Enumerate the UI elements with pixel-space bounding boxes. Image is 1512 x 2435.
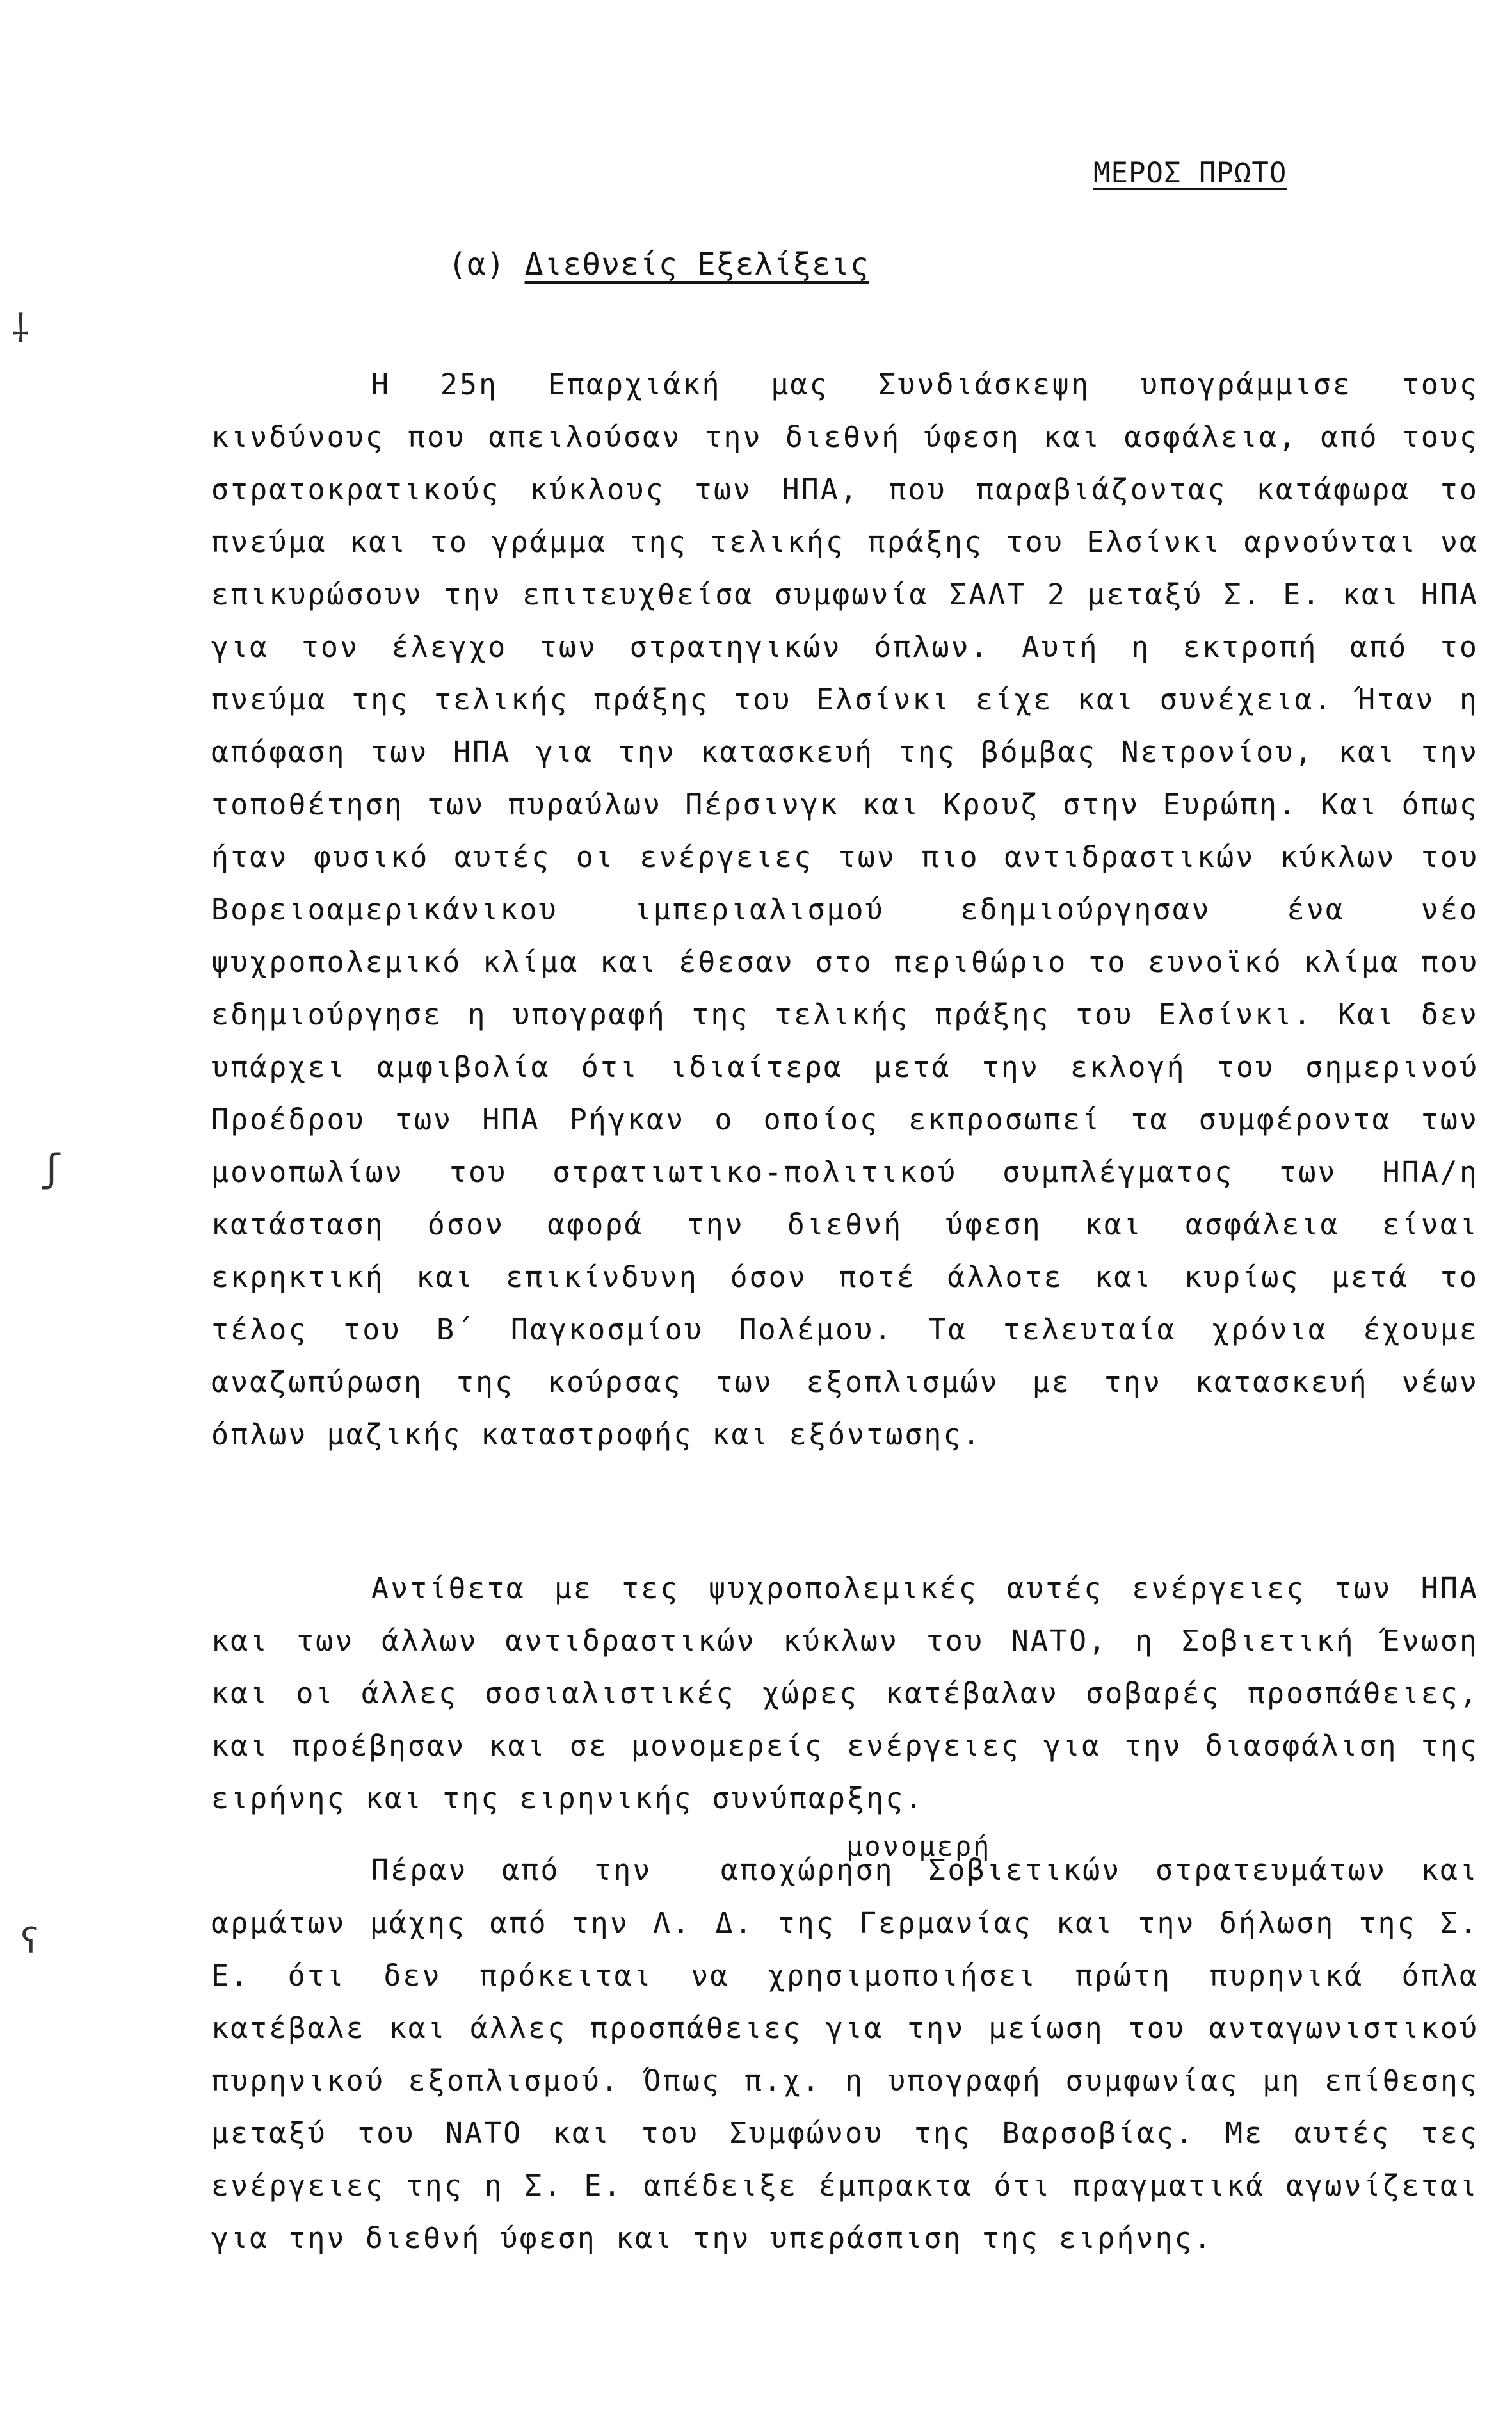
section-heading — [448, 247, 869, 282]
section-title: Διεθνείς Εξελίξεις — [524, 247, 869, 282]
margin-mark-icon: ⸸ — [12, 307, 30, 352]
paragraph-3-start: Πέραν από την — [371, 1853, 652, 1887]
section-marker: (α) — [448, 247, 506, 282]
paragraph-3-rest: αποχώρηση Σοβιετικών στρατευμάτων και αρμάτων μάχης από την Λ. Δ. της Γερμανίας και την δήλωση της Σ. Ε. ότι δεν πρόκειται να χρησιμοποιήσει πρώτη πυρηνικά όπλα κατέβαλε και άλλες προσπάθειες για την μείωση του ανταγωνιστικού πυρηνικού εξοπλισμού. Όπως π.χ. η υπογραφή συμφωνίας μη επίθεσης μεταξύ του ΝΑΤΟ και του Συμφώνου της Βαρσοβίας. Με αυτές τες ενέργειες της η Σ. Ε. απέδειξε έμπρακτα ότι πραγματικά αγωνίζεται για την διεθνή ύφεση και την υπεράσπιση της ειρήνης. — [211, 1853, 1479, 2255]
margin-mark-icon: ʃ — [40, 1146, 63, 1191]
paragraph-3 — [211, 1831, 1479, 2265]
interlinear-insertion: μονομερή — [846, 1831, 992, 1862]
paragraph-2: Αντίθετα με τες ψυχροπολεμικές αυτές ενέργειες των ΗΠΑ και των άλλων αντιδραστικών κύκλων του ΝΑΤΟ, η Σοβιετική Ένωση και οι άλλες σοσιαλιστικές χώρες κατέβαλαν σοβαρές προσπάθειες, και προέβησαν και σε μονομερείς ενέργειες για την διασφάλιση της ειρήνης και της ειρηνικής συνύπαρξης. — [211, 1571, 1479, 1815]
margin-mark-icon: ʕ — [19, 1921, 40, 1961]
part-heading: ΜΕΡΟΣ ΠΡΩΤΟ — [1093, 157, 1287, 190]
paragraph-3-body — [211, 1831, 1479, 2265]
paragraph-1: Η 25η Επαρχιάκή μας Συνδιάσκεψη υπογράμμισε τους κινδύνους που απειλούσαν την διεθνή ύφεση και ασφάλεια, από τους στρατοκρατικούς κύκλους των ΗΠΑ, που παραβιάζοντας κατάφωρα το πνεύμα και το γράμμα της τελικής πράξης του Ελσίνκι αρνούνται να επικυρώσουν την επιτευχθείσα συμφωνία ΣΑΛΤ 2 μεταξύ Σ. Ε. και ΗΠΑ για τον έλεγχο των στρατηγικών όπλων. Αυτή η εκτροπή από το πνεύμα της τελικής πράξης του Ελσίνκι είχε και συνέχεια. Ήταν η απόφαση των ΗΠΑ για την κατασκευή της βόμβας Νετρονίου, και την τοποθέτηση των πυραύλων Πέρσινγκ και Κρουζ στην Ευρώπη. Και όπως ήταν φυσικό αυτές οι ενέργειες των πιο αντιδραστικών κύκλων του Βορειοαμερικάνικου ιμπεριαλισμού εδημιούργησαν ένα νέο ψυχροπολεμικό κλίμα και έθεσαν στο περιθώριο το ευνοϊκό κλίμα που εδημιούργησε η υπογραφή της τελικής πράξης του Ελσίνκι. Και δεν υπάρχει αμφιβολία ότι ιδιαίτερα μετά την εκλογή του σημερινού Προέδρου των ΗΠΑ Ρήγκαν ο οποίος εκπροσωπεί τα συμφέροντα των μονοπωλίων του στρατιωτικο-πολιτικού συμπλέγματος των ΗΠΑ/η κατάσταση όσον αφορά την διεθνή ύφεση και ασφάλεια είναι εκρηκτική και επικίνδυνη όσον ποτέ άλλοτε και κυρίως μετά το τέλος του Β΄ Παγκοσμίου Πολέμου. Τα τελευταία χρόνια έχουμε αναζωπύρωση της κούρσας των εξοπλισμών με την κατασκευή νέων όπλων μαζικής καταστροφής και εξόντωσης. — [211, 368, 1479, 1452]
